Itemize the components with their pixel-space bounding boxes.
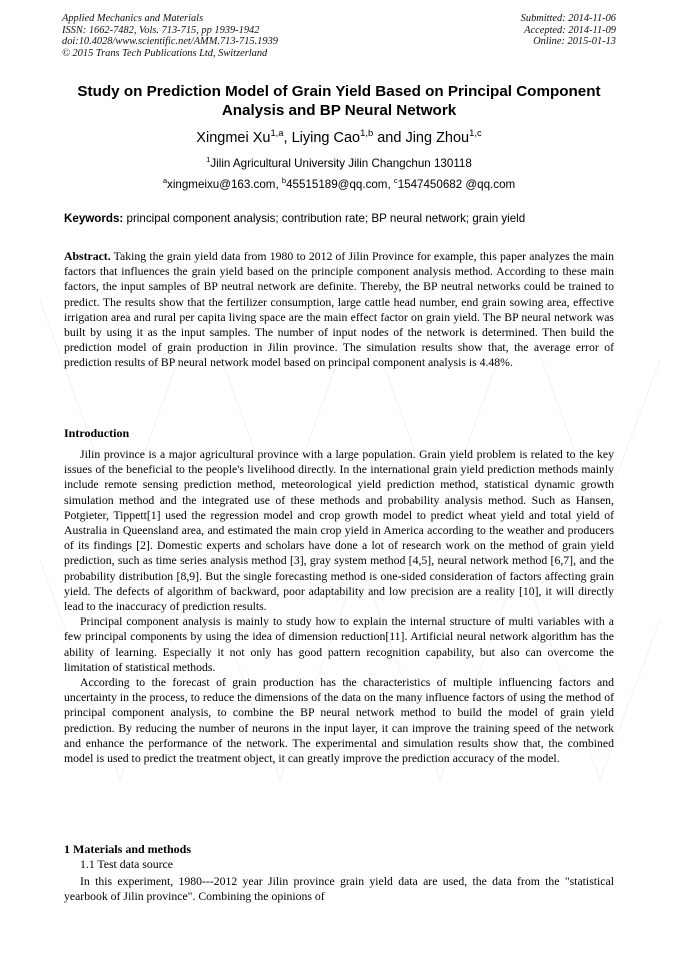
paragraph: Jilin province is a major agricultural province with a large population. Grain yield problem is related to the key issues of the beneficial to the people's livelihood directly. In the international grain yield prediction methods mainly include remote sensing prediction method, meteorological yield prediction method, statistical dynamic growth simulation method and the integrated use of these methods and probability analysis method. Such as Hansen, Potgieter, Tippett[1] used the regression model and crop growth model to predict wheat yield and total yield of Australia in Queensland area, and estimated the main crop yield in America according to the weather and producers of its findings [2]. Domestic experts and scholars have done a lot of research work on the method of grain yield prediction, such as time series analysis method [3], gray system method [4,5], neural network method [6,7], and the probability distribution [8,9]. But the single forecasting method is one-sided consideration of factors affecting grain yield. The defects of algorithm of backward, poor adaptability and low precision are a reality [10], it will directly lead to the inaccuracy of prediction results.	[64, 448, 614, 614]
section-heading-materials: 1 Materials and methods	[64, 842, 191, 856]
online-date: Online: 2015-01-13	[533, 36, 616, 47]
submitted-date: Submitted: 2014-11-06	[520, 13, 616, 24]
subsection-heading: 1.1 Test data source	[80, 858, 173, 871]
email-link[interactable]: xingmeixu@163.com,	[167, 178, 282, 191]
email-sup: c	[393, 176, 398, 186]
header-left	[62, 13, 278, 59]
author-name: Jing Zhou	[405, 130, 470, 146]
header-right	[521, 13, 616, 48]
author-name: Liying Cao	[291, 130, 361, 146]
materials-body	[64, 874, 614, 904]
introduction-body	[64, 447, 614, 766]
journal-name: Applied Mechanics and Materials	[62, 13, 204, 24]
author-sup: 1,c	[469, 127, 482, 139]
author-name: Xingmei Xu	[196, 130, 271, 146]
section-heading-introduction: Introduction	[64, 426, 130, 440]
abstract-label: Abstract.	[64, 250, 111, 263]
affiliation	[0, 157, 678, 170]
author-sup: 1,a	[270, 127, 284, 139]
issn: ISSN: 1662-7482, Vols. 713-715, pp 1939-1942	[62, 24, 260, 36]
author-separator: and	[373, 130, 406, 146]
accepted-date: Accepted: 2014-11-09	[524, 24, 616, 36]
author-separator: ,	[283, 130, 292, 146]
email-sup: b	[281, 176, 287, 186]
email-list	[0, 178, 678, 191]
keywords-text: principal component analysis; contribution rate; BP neural network; grain yield	[123, 212, 526, 225]
keywords-label: Keywords:	[64, 212, 124, 225]
abstract	[64, 249, 614, 371]
copyright: © 2015 Trans Tech Publications Ltd, Switzerland	[62, 47, 268, 59]
affiliation-text: Jilin Agricultural University Jilin Changchun 130118	[210, 157, 472, 170]
doi: doi:10.4028/www.scientific.net/AMM.713-715.1939	[62, 36, 278, 47]
paragraph: In this experiment, 1980---2012 year Jilin province grain yield data are used, the data from the "statistical yearbook of Jilin province". Combining the opinions of	[64, 875, 614, 904]
email-sup: a	[162, 176, 168, 186]
paragraph: According to the forecast of grain production has the characteristics of multiple influencing factors and uncertainty in the process, to reduce the dimensions of the data on the many influence factors of using the method of principal component analysis, to combine the BP neural network method to build the model of grain yield prediction. By reducing the number of neurons in the input layer, it can improve the training speed of the network and enhance the performance of the network. The experimental and simulation results show that, the combined model is used to predict the treatment object, it can greatly improve the prediction accuracy of the model.	[64, 676, 614, 766]
affiliation-sup: 1	[206, 155, 211, 165]
author-sup: 1,b	[360, 127, 374, 139]
paragraph: Principal component analysis is mainly to study how to explain the internal structure of multi variables with a few principal components by using the idea of dimension reduction[11]. Artificial neural network algorithm has the ability of learning. Especially it not only has good pattern recognition capability, but also can overcome the limitation of statistical methods.	[64, 615, 614, 674]
keywords	[64, 212, 616, 225]
email-link[interactable]: 1547450682 @qq.com	[397, 178, 516, 191]
author-list	[0, 127, 678, 146]
paper-title: Study on Prediction Model of Grain Yield Based on Principal Component Analysis and BP Neural Network	[77, 83, 601, 119]
abstract-text: Taking the grain yield data from 1980 to 2012 of Jilin Province for example, this paper analyzes the main factors that influences the grain yield based on the principle component analysis method. According to these main factors, the input samples of BP neutral network are definite. Thereby, the BP neutral networks could be trained to predict. The results show that the fertilizer consumption, large cattle head number, end grain sowing area, effective irrigation area and rural per capita living space are the main effect factor on grain yield. The BP neural network was built by using it as the input samples. The number of input nodes of the network is determined. Then build the prediction model of grain production in Jilin province. The simulation results show that, the average error of prediction results of BP neural network model based on principal component analysis is 4.48%.	[64, 250, 614, 370]
email-link[interactable]: 45515189@qq.com,	[286, 178, 394, 191]
